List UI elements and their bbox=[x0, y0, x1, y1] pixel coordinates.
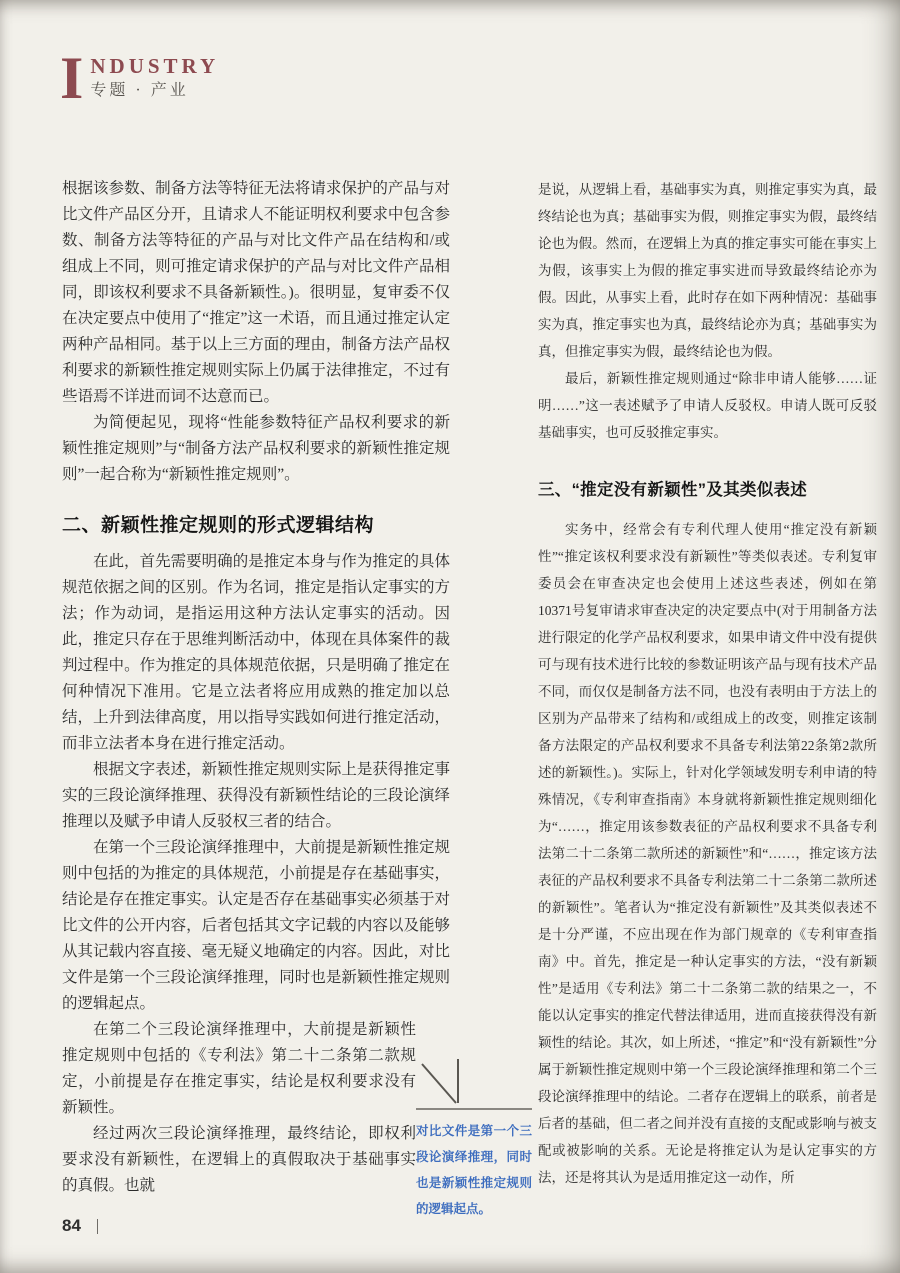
paragraph: 在第二个三段论演绎推理中，大前提是新颖性推定规则中包括的《专利法》第二十二条第二款规定，小前提是存在推定事实，结论是权利要求没有新颖性。 bbox=[62, 1021, 416, 1116]
paragraph: 根据文字表述，新颖性推定规则实际上是获得推定事实的三段论演绎推理、获得没有新颖性结论的三段论演绎推理以及赋予申请人反驳权三者的结合。 bbox=[62, 761, 450, 830]
header-logo bbox=[60, 45, 220, 111]
paragraph: 经过两次三段论演绎推理，最终结论，即权利要求没有新颖性，在逻辑上的真假取决于基础事实的真假。也就 bbox=[62, 1125, 416, 1194]
section-label: 专题 · 产业 bbox=[90, 82, 189, 99]
magazine-name: NDUSTRY bbox=[90, 54, 220, 78]
pull-quote bbox=[416, 1056, 532, 1222]
page-number: 84 bbox=[62, 1216, 81, 1235]
section-heading-2: 二、新颖性推定规则的形式逻辑结构 bbox=[62, 515, 375, 536]
section-heading-3: 三、“推定没有新颖性”及其类似表述 bbox=[538, 481, 808, 499]
pull-quote-text: 对比文件是第一个三段论演绎推理，同时也是新颖性推定规则的逻辑起点。 bbox=[416, 1124, 532, 1216]
magazine-initial: I bbox=[60, 45, 84, 111]
footer-divider bbox=[97, 1219, 98, 1234]
pull-quote-arrow-icon bbox=[416, 1056, 532, 1110]
right-column bbox=[538, 176, 877, 1191]
paragraph: 最后，新颖性推定规则通过“除非申请人能够……证明……”这一表述赋予了申请人反驳权。申请人既可反驳基础事实，也可反驳推定事实。 bbox=[538, 371, 877, 440]
logo-text-lines bbox=[90, 50, 219, 104]
paragraph: 是说，从逻辑上看，基础事实为真，则推定事实为真，最终结论也为真；基础事实为假，则推定事实为假，最终结论也为假。然而，在逻辑上为真的推定事实可能在事实上为假，该事实上为假的推定事实进而导致最终结论亦为假。因此，从事实上看，此时存在如下两种情况：基础事实为真，推定事实也为真，最终结论亦为真；基础事实为真，但推定事实为假，最终结论也为假。 bbox=[538, 182, 877, 359]
paragraph: 在此，首先需要明确的是推定本身与作为推定的具体规范依据之间的区别。作为名词，推定是指认定事实的方法；作为动词，是指运用这种方法认定事实的活动。因此，推定只存在于思维判断活动中，体现在具体案件的裁判过程中。作为推定的具体规范依据，只是明确了推定在何种情况下准用。它是立法者将应用成熟的推定加以总结，上升到法律高度，用以指导实践如何进行推定活动，而非立法者本身在进行推定活动。 bbox=[62, 553, 450, 752]
paragraph: 实务中，经常会有专利代理人使用“推定没有新颖性”“推定该权利要求没有新颖性”等类似表述。专利复审委员会在审查决定也会使用上述这些表述，例如在第10371号复审请求审查决定的决定要点中(对于用制备方法进行限定的化学产品权利要求，如果申请文件中没有提供可与现有技术进行比较的参数证明该产品与现有技术产品不同，而仅仅是制备方法不同，也没有表明由于方法上的区别为产品带来了结构和/或组成上的改变，则推定该制备方法限定的产品权利要求不具备专利法第22条第2款所述的新颖性。)。实际上，针对化学领域发明专利申请的特殊情况，《专利审查指南》本身就将新颖性推定规则细化为“……，推定用该参数表征的产品权利要求不具备专利法第二十二条第二款所述的新颖性”和“……，推定该方法表征的产品权利要求不具备专利法第二十二条第二款所述的新颖性”。笔者认为“推定没有新颖性”及其类似表述不是十分严谨，不应出现在作为部门规章的《专利审查指南》中。首先，推定是一种认定事实的方法，“没有新颖性”是适用《专利法》第二十二条第二款的结果之一，不能以认定事实的推定代替法律适用，进而直接获得没有新颖性的结论。其次，如上所述，“推定”和“没有新颖性”分属于新颖性推定规则中第一个三段论演绎推理和第二个三段论演绎推理中的结论。二者存在逻辑上的联系，前者是后者的基础，但二者之间并没有直接的支配或影响与被支配或被影响的关系。无论是将推定认为是认定事实的方法，还是将其认为是适用推定这一动作，所 bbox=[538, 522, 877, 1185]
page-footer bbox=[62, 1216, 98, 1236]
paragraph: 为简便起见，现将“性能参数特征产品权利要求的新颖性推定规则”与“制备方法产品权利要求的新颖性推定规则”一起合称为“新颖性推定规则”。 bbox=[62, 414, 450, 483]
paragraph: 根据该参数、制备方法等特征无法将请求保护的产品与对比文件产品区分开，且请求人不能证明权利要求中包含参数、制备方法等特征的产品与对比文件产品在结构和/或组成上不同，则可推定请求保护的产品与对比文件产品相同，即该权利要求不具备新颖性。)。很明显，复审委不仅在决定要点中使用了“推定”这一术语，而且通过推定认定两种产品相同。基于以上三方面的理由，制备方法产品权利要求的新颖性推定规则实际上仍属于法律推定，不过有些语焉不详进而词不达意而已。 bbox=[62, 180, 450, 405]
paragraph: 在第一个三段论演绎推理中，大前提是新颖性推定规则中包括的为推定的具体规范，小前提是存在基础事实，结论是存在推定事实。认定是否存在基础事实必须基于对比文件的公开内容，后者包括其文字记载的内容以及能够从其记载内容直接、毫无疑义地确定的内容。因此，对比文件是第一个三段论演绎推理，同时也是新颖性推定规则的逻辑起点。 bbox=[62, 839, 450, 1012]
left-column bbox=[62, 176, 450, 1199]
